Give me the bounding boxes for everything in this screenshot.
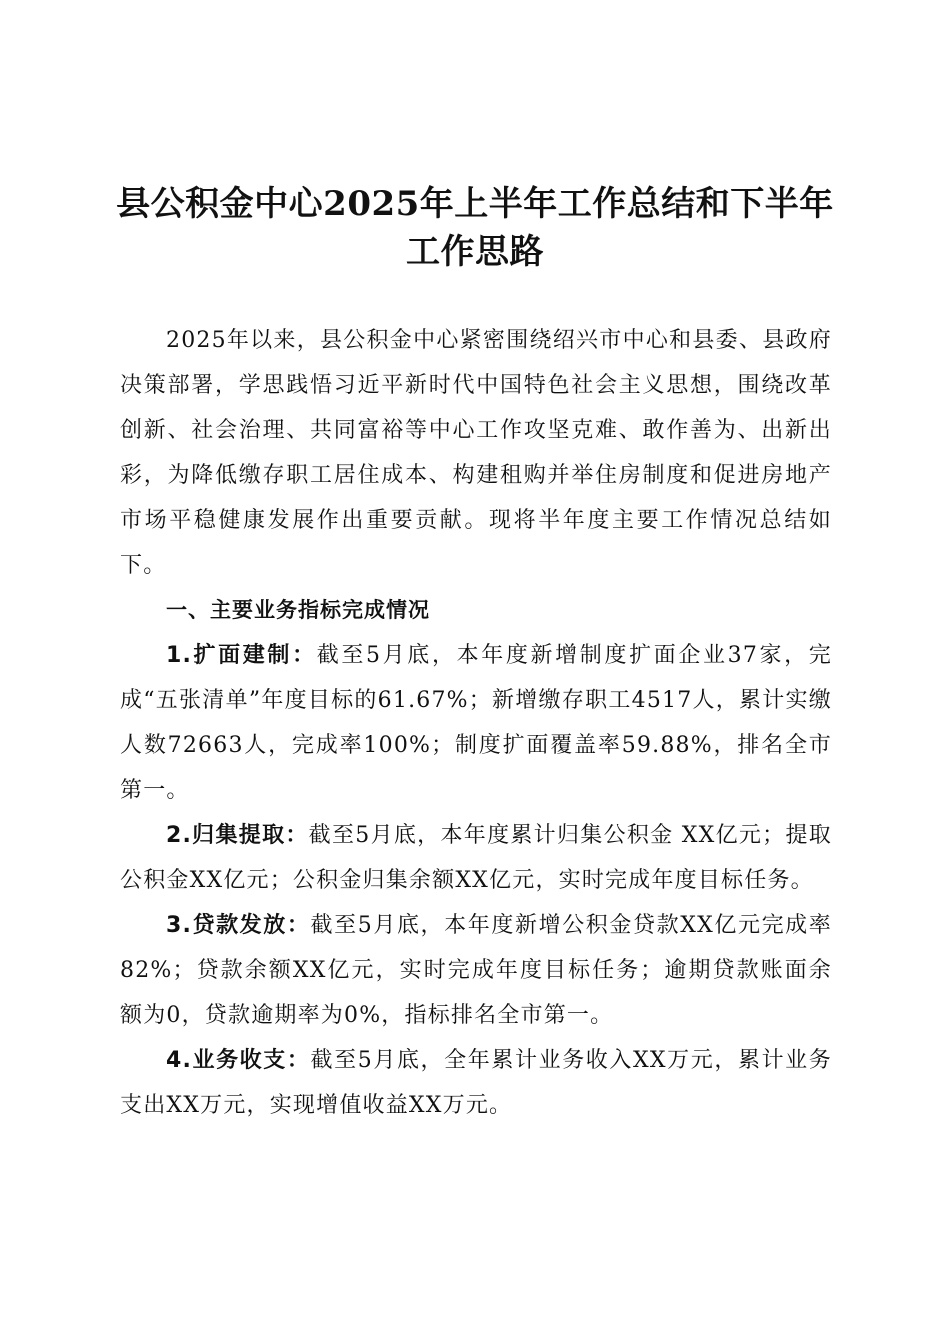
item-lead-4: 4.业务收支：: [166, 1048, 311, 1073]
item-lead-3: 3.贷款发放：: [166, 913, 311, 938]
item-text-2: 截至5月底，本年度累计归集公积金 XX亿元；提取公积金XX亿元；公积金归集余额XX亿元，实时完成年度目标任务。: [120, 823, 832, 893]
section-heading: 一、主要业务指标完成情况: [166, 598, 430, 622]
document-body: [120, 318, 832, 1128]
item-paragraph-2: [120, 813, 832, 903]
item-text-4: 截至5月底，全年累计业务收入XX万元，累计业务支出XX万元，实现增值收益XX万元。: [120, 1048, 832, 1118]
item-paragraph-4: [120, 1038, 832, 1128]
item-paragraph-1: [120, 633, 832, 813]
item-text-3: 截至5月底，本年度新增公积金贷款XX亿元完成率82%；贷款余额XX亿元，实时完成年度目标任务；逾期贷款账面余额为0，贷款逾期率为0%，指标排名全市第一。: [120, 913, 832, 1028]
item-lead-2: 2.归集提取：: [166, 823, 309, 848]
intro-paragraph: 2025年以来，县公积金中心紧密围绕绍兴市中心和县委、县政府决策部署，学思践悟习近平新时代中国特色社会主义思想，围绕改革创新、社会治理、共同富裕等中心工作攻坚克难、敢作善为、出新出彩，为降低缴存职工居住成本、构建租购并举住房制度和促进房地产市场平稳健康发展作出重要贡献。现将半年度主要工作情况总结如下。: [120, 328, 832, 578]
item-text-1: 截至5月底，本年度新增制度扩面企业37家，完成“五张清单”年度目标的61.67%；新增缴存职工4517人，累计实缴人数72663人，完成率100%；制度扩面覆盖率59.88%，排名全市第一。: [120, 643, 832, 803]
item-lead-1: 1.扩面建制：: [166, 643, 317, 668]
item-paragraph-3: [120, 903, 832, 1038]
document-title: 县公积金中心2025年上半年工作总结和下半年工作思路: [116, 184, 834, 272]
